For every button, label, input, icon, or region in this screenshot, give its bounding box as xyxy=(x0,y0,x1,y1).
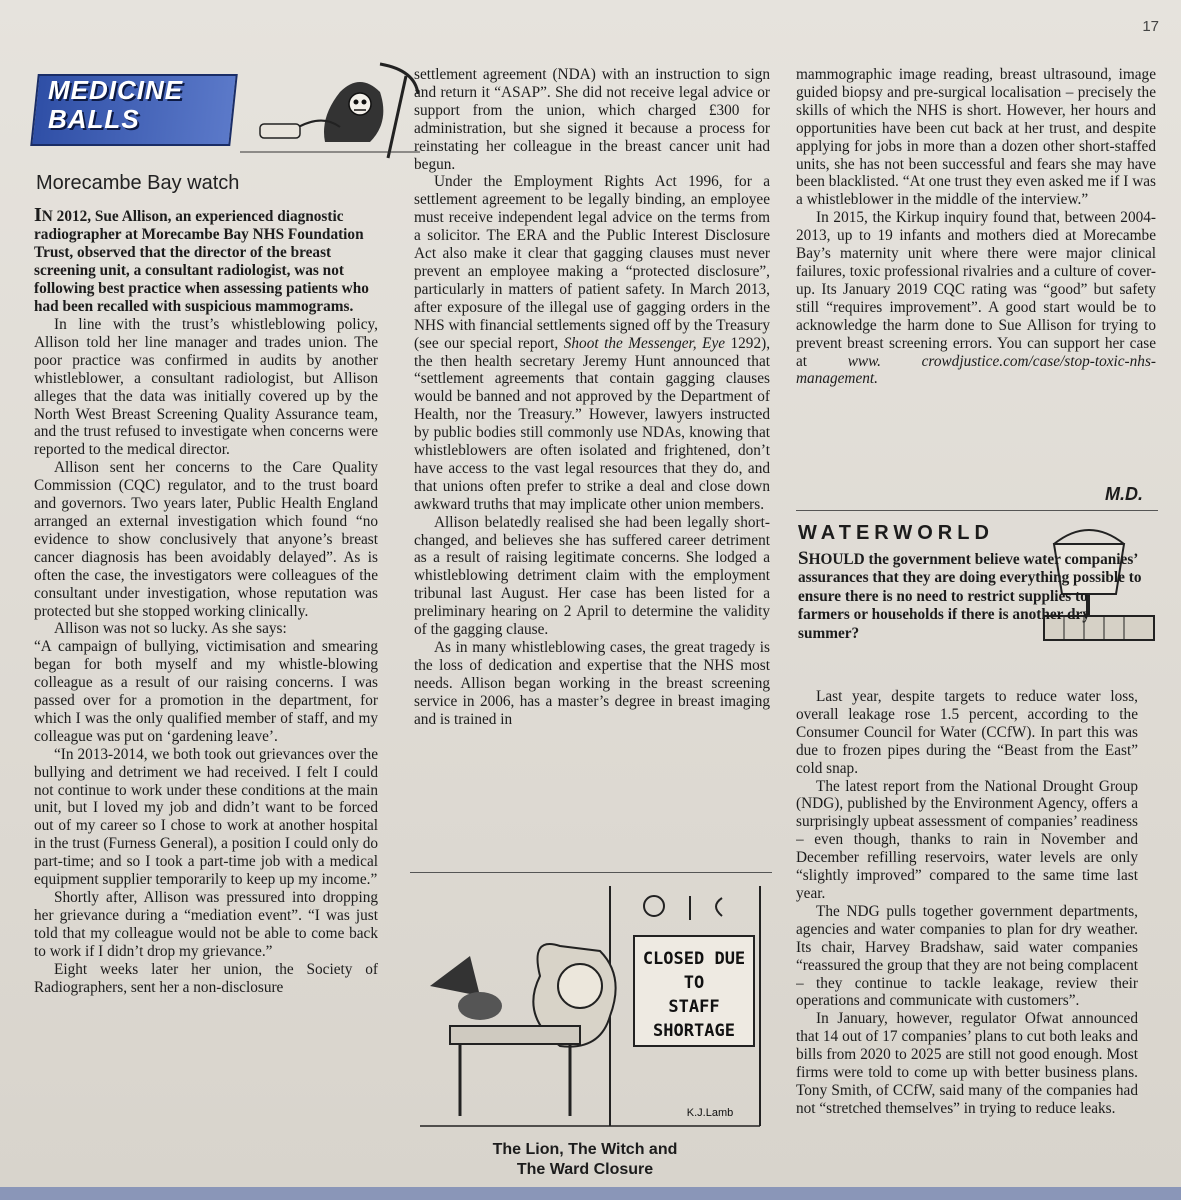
author-signoff: M.D. xyxy=(1105,484,1143,504)
cartoon-lion-witch-illustration xyxy=(410,876,772,1136)
section-divider xyxy=(796,510,1158,511)
sign-line1: CLOSED DUE xyxy=(642,949,746,969)
page-number: 17 xyxy=(1142,18,1159,35)
special-report-title: Shoot the Messenger, Eye xyxy=(563,334,726,352)
ww-paragraph: Last year, despite targets to reduce water loss, overall leakage rose 1.5 percent, according to the Consumer Council for Water (CCfW). In part this was due to frozen pipes during the “Beast from the East” cold snap. xyxy=(796,688,1138,777)
waterworld-body xyxy=(796,688,1138,1188)
waterworld-lede xyxy=(798,550,1143,643)
col2-paragraph: Allison belatedly realised she had been legally short-changed, and believes she has suffered career detriment as a result of raising legitimate concerns. She lodged a whistleblowing detriment claim with the employment tribunal last August. Her case has been listed for a preliminary hearing on 2 April to determine the validity of the gagging clause. xyxy=(414,513,770,639)
ww-paragraph: The NDG pulls together government departments, agencies and water companies to plan for dry weather. Its chair, Harvey Bradshaw, said water companies “reassured the group that they are not being complacent – they continue to tackle leakage, review their operations and communicate with customers”. xyxy=(796,902,1138,1010)
sign-line4: SHORTAGE xyxy=(653,1021,735,1041)
cartoon-caption xyxy=(410,1140,760,1180)
col3-paragraph-text: In 2015, the Kirkup inquiry found that, between 2004-2013, up to 19 infants and mothers died at Morecambe Bay’s maternity unit where there were major clinical failures, toxic professional rivalries and a culture of cover-up. Its January 2019 CQC rating was “good” but safety still “requires improvement”. A good start would be to acknowledge the harm done to Sue Allison for trying to prevent breast screening errors. You can support her case at xyxy=(796,209,1156,370)
col3-paragraph xyxy=(796,209,1156,388)
banner-title xyxy=(48,76,183,134)
ww-lede-text: HOULD the government believe water companies’ assurances that they are doing everything possible to ensure there is no need to restrict supplies to farmers or households if there is another dry summer? xyxy=(798,551,1142,642)
col2-paragraph-text: Under the Employment Rights Act 1996, for a settlement agreement to be legally binding, an employee must receive independent legal advice on the terms from a solicitor. The ERA and the Public Interest Disclosure Act also make it clear that gagging clauses must never prevent an employee making a “protected disclosure”, particularly in matters of patient safety. In March 2013, after exposure of the illegal use of gagging orders in the NHS with financial settlements signed off by the Treasury (see our special report, xyxy=(414,173,770,352)
grim-reaper-illustration xyxy=(230,62,430,162)
caption-line2: The Ward Closure xyxy=(516,1161,654,1178)
col1-paragraph: Allison was not so lucky. As she says: xyxy=(54,620,287,638)
artist-signature: K.J.Lamb xyxy=(686,1107,734,1119)
col1-paragraph: “A campaign of bullying, victimisation and smearing began for both myself and my whistle-blowing colleague as a result of our raising concerns. I was passed over for a promotion in the department, for which I was the only qualified member of staff, and my colleague was put on ‘gardening leave’. xyxy=(34,638,378,745)
ww-paragraph: The latest report from the National Drought Group (NDG), published by the Environment Agency, offers a surprisingly upbeat assessment of companies’ readiness – even though, thanks to rain in November and December refilling reservoirs, water levels are only “slightly improved” compared to the same time last year. xyxy=(796,777,1138,902)
col1-paragraph: Shortly after, Allison was pressured into dropping her grievance during a “mediation event”. “I was just told that my colleague would not be able to come back to work if I didn’t drop my grievance.” xyxy=(34,889,378,960)
col2-paragraph xyxy=(414,173,770,513)
ww-dropcap: S xyxy=(798,548,809,569)
banner-title-line1: MEDICINE xyxy=(48,75,184,105)
column-3 xyxy=(796,66,1156,506)
col3-paragraph: mammographic image reading, breast ultrasound, image guided biopsy and pre-surgical localisation – precisely the skills of which the NHS is short. However, her hours and opportunities have been cut back at her trust, and despite applying for jobs in more than a dozen other short-staffed units, she has not been successful and fears she may have been blacklisted. “At one trust they even asked me if I was a whistleblower in the middle of the interview.” xyxy=(796,66,1156,209)
col2-paragraph: As in many whistleblowing cases, the great tragedy is the loss of dedication and expertise that the NHS most needs. Allison began working in the breast screening service in 2006, has a master’s degree in breast imaging and is trained in xyxy=(414,639,770,728)
article-lede xyxy=(34,206,378,317)
sign-line2: TO xyxy=(683,973,705,993)
column-2 xyxy=(414,66,770,866)
col2-paragraph-text: 1292), the then health secretary Jeremy Hunt announced that “settlement agreements that contain gagging clauses would be banned and not approved by the Department of Health, nor the Treasury.” However, lawyers instructed by public bodies still commonly use NDAs, knowing that whistleblowers are often isolated and frightened, don’t have access to the vast legal resources that they do, and that unions often prefer to strike a deal and close down awkward truths that may implicate other union members. xyxy=(414,334,770,513)
column-1 xyxy=(34,316,378,1188)
col1-paragraph: In line with the trust’s whistleblowing policy, Allison told her line manager and trades union. The poor practice was confirmed in audits by another whistleblower, a consultant radiologist, but Allison alleges that the data was initially covered up by the North West Breast Screening Quality Assurance team, and the trust refused to investigate when concerns were reported to the medical director. xyxy=(34,316,378,459)
page-footer-bar xyxy=(0,1187,1181,1200)
col1-paragraph: Eight weeks later her union, the Society of Radiographers, sent her a non-disclosure xyxy=(34,960,378,996)
article-title: Morecambe Bay watch xyxy=(36,172,240,194)
sign-line3: STAFF xyxy=(668,997,720,1017)
crowdjustice-link[interactable]: www. crowdjustice.com/case/stop-toxic-nhs-management. xyxy=(796,352,1156,388)
lede-dropcap: I xyxy=(34,204,42,226)
waterworld-title: WATERWORLD xyxy=(798,522,994,544)
medicine-balls-banner xyxy=(34,68,384,152)
col1-paragraph: “In 2013-2014, we both took out grievances over the bullying and detriment we had received. I felt I could not continue to work under these conditions at the main unit, but I loved my job and didn’t want to be forced out of my career so I chose to work at another hospital in the trust (Furness General), a position I could only do part-time; and so I took a part-time job with a medical equipment supplier temporarily to keep up my income.” xyxy=(34,745,378,889)
cartoon-divider xyxy=(410,872,772,873)
col2-paragraph: settlement agreement (NDA) with an instruction to sign and return it “ASAP”. She did not receive legal advice or support from the union, which charged £300 for administration, but she signed it because a process for reinstating her colleague in the breast cancer unit had begun. xyxy=(414,66,770,173)
caption-line1: The Lion, The Witch and xyxy=(492,1141,678,1158)
ww-paragraph: In January, however, regulator Ofwat announced that 14 out of 17 companies’ plans to cut both leaks and bills from 2020 to 2025 are still not good enough. Most firms were told to come up with better business plans. Tony Smith, of CCfW, said many of the companies had not “stretched themselves” in trying to reduce leaks. xyxy=(796,1010,1138,1117)
banner-title-line2: BALLS xyxy=(48,104,140,134)
col1-paragraph: Allison sent her concerns to the Care Quality Commission (CQC) regulator, and to the trust board and governors. Two years later, Public Health England arranged an external investigation which found “no evidence to show conclusively that anyone’s breast cancer diagnosis has been avoidably delayed”. As is often the case, the investigators were colleagues of the consultant under investigation, whose reputation was protected but she stopped working clinically. xyxy=(34,459,378,620)
lede-text: N 2012, Sue Allison, an experienced diagnostic radiographer at Morecambe Bay NHS Foundation Trust, observed that the director of the breast screening unit, a consultant radiologist, was not following best practice when assessing patients who had been recalled with suspicious mammograms. xyxy=(34,208,369,316)
